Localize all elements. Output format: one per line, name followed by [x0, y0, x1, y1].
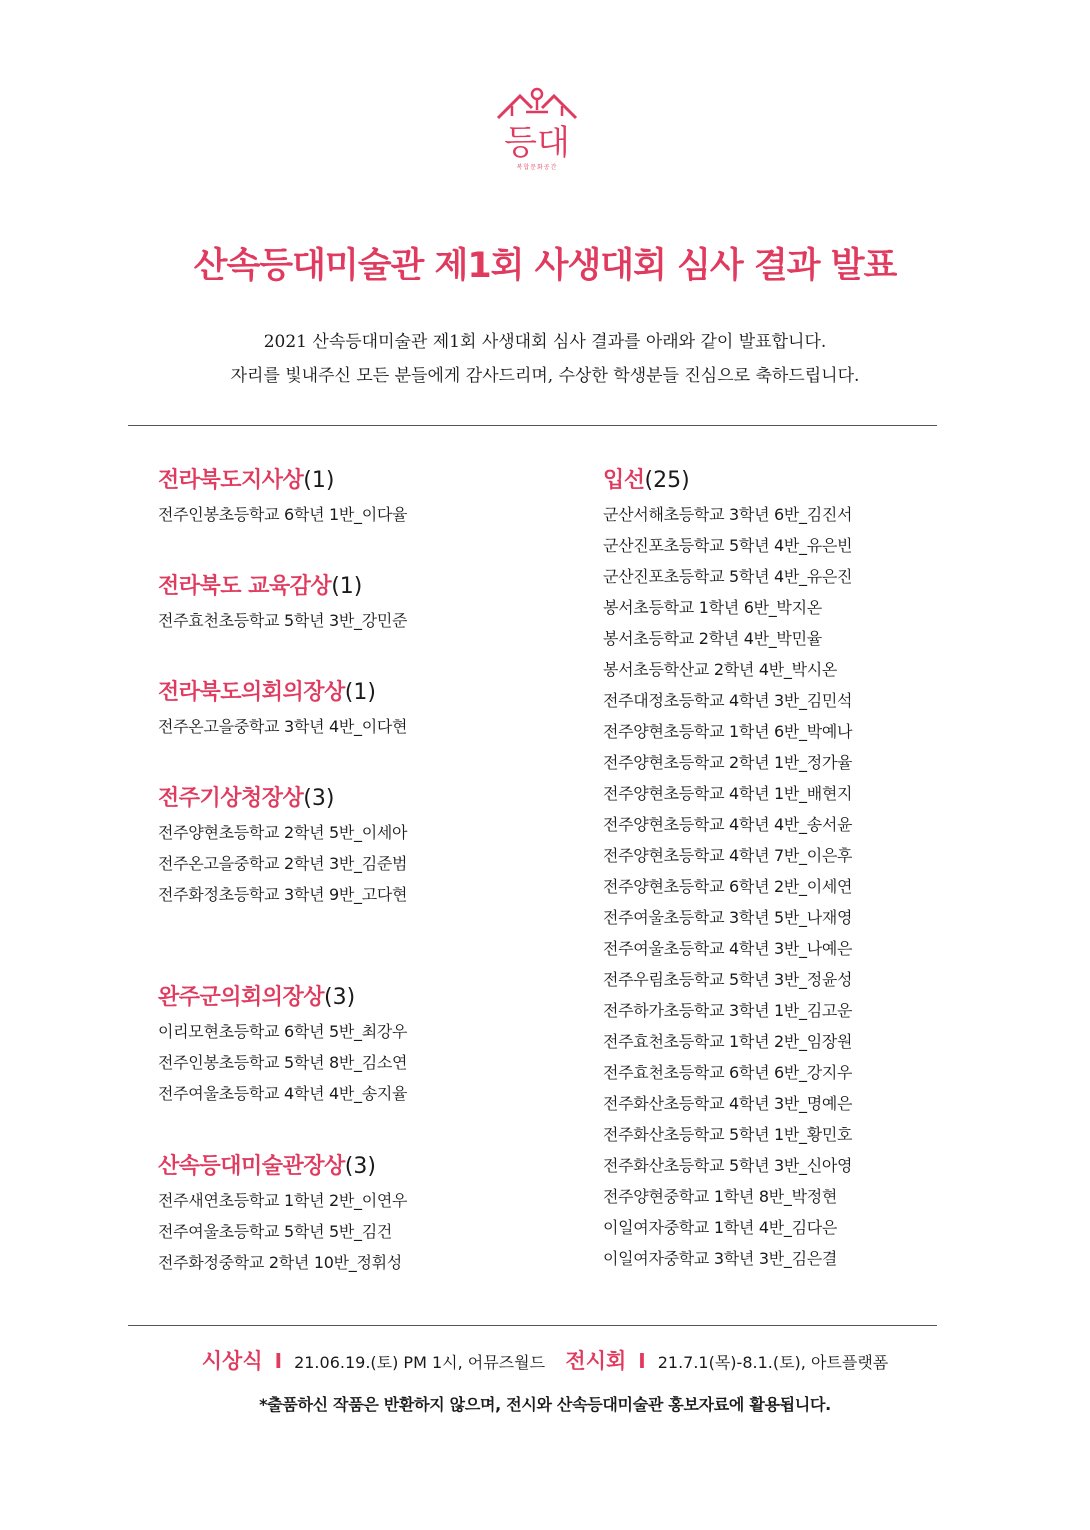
award-governor — [158, 463, 407, 530]
footnote: *출품하신 작품은 반환하지 않으며, 전시와 산속등대미술관 홍보자료에 활용됩니다. — [259, 1395, 831, 1414]
winner-item: 전주양현중학교 1학년 8반_박정현 — [603, 1187, 838, 1206]
separator-bar: I — [638, 1349, 646, 1373]
award-name: 전라북도지사상 — [158, 468, 304, 493]
lighthouse-house-icon — [494, 82, 580, 162]
intro-text — [0, 325, 1090, 393]
winner-item: 전주여울초등학교 4학년 3반_나예은 — [603, 939, 853, 958]
winner-item: 전주인봉초등학교 6학년 1반_이다율 — [158, 505, 408, 524]
winner-item: 전주화정초등학교 3학년 9반_고다현 — [158, 885, 408, 904]
award-name: 전라북도의회의장상 — [158, 680, 345, 705]
intro-line: 2021 산속등대미술관 제1회 사생대회 심사 결과를 아래와 같이 발표합니다. — [263, 332, 827, 352]
winner-item: 군산진포초등학교 5학년 4반_유은빈 — [603, 536, 853, 555]
winner-item: 이리모현초등학교 6학년 5반_최강우 — [158, 1022, 408, 1041]
exhibition-value: 21.7.1(목)-8.1.(토), 아트플랫폼 — [657, 1353, 889, 1372]
separator-bar: I — [274, 1349, 283, 1373]
winner-item: 전주온고을중학교 2학년 3반_김준범 — [158, 854, 408, 873]
award-name: 전주기상청장상 — [158, 786, 304, 811]
winner-item: 전주효천초등학교 6학년 6반_강지우 — [603, 1063, 853, 1082]
award-title — [158, 463, 407, 499]
logo-text: 등대 — [504, 123, 570, 162]
intro-line: 자리를 빛내주신 모든 분들에게 감사드리며, 수상한 학생분들 진심으로 축하드립니다. — [230, 366, 860, 386]
winner-item: 전주화정중학교 2학년 10반_정휘성 — [158, 1253, 402, 1272]
winner-item: 전주여울초등학교 5학년 5반_김건 — [158, 1222, 393, 1241]
winner-item: 봉서초등학교 1학년 6반_박지온 — [603, 598, 822, 617]
award-count: (1) — [344, 680, 376, 705]
award-wanju-council — [158, 980, 407, 1109]
winner-item: 전주양현초등학교 1학년 6반_박예나 — [603, 722, 853, 741]
exhibition-label: 전시회 — [565, 1349, 627, 1373]
award-museum-director — [158, 1149, 407, 1278]
award-name: 완주군의회의장상 — [158, 985, 325, 1010]
award-weather-office — [158, 781, 407, 910]
award-name: 전라북도 교육감상 — [158, 574, 332, 599]
award-title — [158, 675, 407, 711]
divider-bottom — [128, 1325, 937, 1326]
award-count: (3) — [344, 1154, 376, 1179]
winner-item: 전주양현초등학교 4학년 4반_송서윤 — [603, 815, 853, 834]
winner-item: 전주여울초등학교 3학년 5반_나재영 — [603, 908, 853, 927]
winner-item: 전주양현초등학교 4학년 1반_배현지 — [603, 784, 853, 803]
ceremony-value: 21.06.19.(토) PM 1시, 어뮤즈월드 — [294, 1353, 546, 1372]
winner-item: 전주여울초등학교 4학년 4반_송지율 — [158, 1084, 408, 1103]
logo — [494, 82, 580, 178]
logo-subtitle: 복합문화공간 — [516, 164, 558, 171]
award-count: (25) — [644, 468, 690, 493]
award-count: (1) — [303, 468, 335, 493]
award-title — [158, 980, 407, 1016]
winner-item: 전주화산초등학교 4학년 3반_명예은 — [603, 1094, 853, 1113]
winner-item: 전주새연초등학교 1학년 2반_이연우 — [158, 1191, 408, 1210]
award-title — [158, 1149, 407, 1185]
award-provincial-council — [158, 675, 407, 742]
winner-item: 전주대정초등학교 4학년 3반_김민석 — [603, 691, 853, 710]
winner-item: 전주효천초등학교 5학년 3반_강민준 — [158, 611, 408, 630]
award-title — [603, 463, 852, 499]
winner-item: 이일여자중학교 3학년 3반_김은결 — [603, 1249, 838, 1268]
winner-item: 이일여자중학교 1학년 4반_김다은 — [603, 1218, 838, 1237]
award-count: (1) — [331, 574, 363, 599]
award-count: (3) — [324, 985, 356, 1010]
winner-item: 군산서해초등학교 3학년 6반_김진서 — [603, 505, 853, 524]
divider-top — [128, 425, 937, 426]
winner-item: 군산진포초등학교 5학년 4반_유은진 — [603, 567, 853, 586]
winner-list — [603, 499, 852, 1274]
winner-item: 봉서초등학교 2학년 4반_박민율 — [603, 629, 822, 648]
award-education — [158, 569, 407, 636]
winner-item: 전주화산초등학교 5학년 1반_황민호 — [603, 1125, 853, 1144]
winner-item: 전주양현초등학교 6학년 2반_이세연 — [603, 877, 853, 896]
award-title — [158, 781, 407, 817]
winner-item: 전주양현초등학교 2학년 5반_이세아 — [158, 823, 408, 842]
winner-item: 전주양현초등학교 4학년 7반_이은후 — [603, 846, 853, 865]
page-title: 산속등대미술관 제1회 사생대회 심사 결과 발표 — [193, 246, 897, 286]
winner-item: 전주우림초등학교 5학년 3반_정윤성 — [603, 970, 853, 989]
winner-item: 전주효천초등학교 1학년 2반_임장원 — [603, 1032, 853, 1051]
winner-item: 전주화산초등학교 5학년 3반_신아영 — [603, 1156, 853, 1175]
winner-item: 전주양현초등학교 2학년 1반_정가율 — [603, 753, 853, 772]
event-info — [0, 1346, 1090, 1378]
winner-item: 전주온고을중학교 3학년 4반_이다현 — [158, 717, 408, 736]
award-honorable-mention — [603, 463, 852, 1274]
award-name: 산속등대미술관장상 — [158, 1154, 345, 1179]
award-name: 입선 — [603, 468, 645, 493]
winner-item: 전주하가초등학교 3학년 1반_김고운 — [603, 1001, 853, 1020]
winner-item: 전주인봉초등학교 5학년 8반_김소연 — [158, 1053, 408, 1072]
award-count: (3) — [303, 786, 335, 811]
winner-item: 봉서초등학산교 2학년 4반_박시온 — [603, 660, 838, 679]
ceremony-label: 시상식 — [201, 1349, 263, 1373]
award-title — [158, 569, 407, 605]
